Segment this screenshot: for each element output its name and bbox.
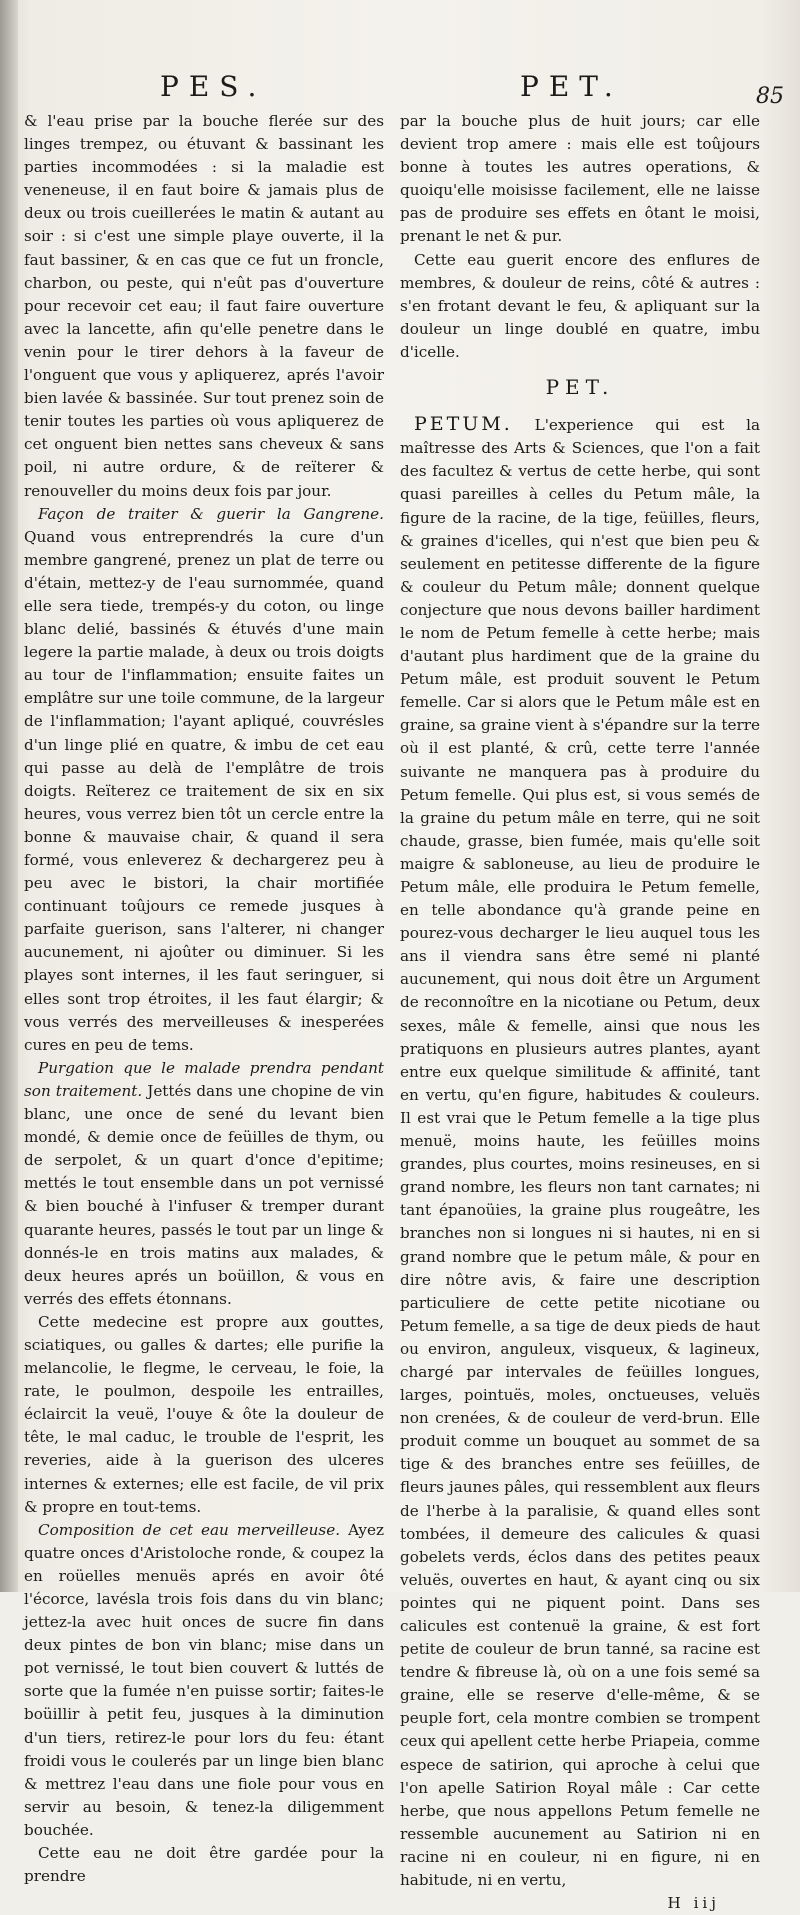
paragraph-petum [400,413,760,1892]
page-number: 85 [756,84,784,109]
paragraph-gangrene [24,503,384,1057]
paragraph-purgation [24,1057,384,1311]
section-heading-pet: PET. [545,375,615,400]
gangrene-title: Façon de traiter & guerir la Gangrene. [38,504,384,523]
paragraph-continued: par la bouche plus de huit jours; car elle devient trop amere : mais elle est toûjours bonne à toutes les autres operations, & quoiqu'elle moisisse facilement, elle ne laisse pas de produire ses effets en ôtant le moisi, prenant le net & pur. [400,112,760,246]
composition-text: Ayez quatre onces d'Aristoloche ronde, & coupez la en roüelles menuës aprés en avoir ôté l'écorce, lavésla trois fois dans du vin blanc; jettez-la avec huit onces de sucre fin dans deux pintes de bon vin blanc; mise dans un pot vernissé, le tout bien couvert & luttés de sorte que la fumée n'en puisse sortir; faites-le boüillir à petit feu, jusques à la diminution d'un tiers, retirez-le pour lors du feu: étant froidi vous le coulerés par un linge bien blanc & mettrez l'eau dans une fiole pour vous en servir au besoin, & tenez-la diligemment bouchée. [24,1520,384,1839]
signature-mark: H iij [667,1894,720,1913]
paragraph-medecine: Cette medecine est propre aux gouttes, sciatiques, ou galles & dartes; elle purifie la melancolie, le flegme, le cerveau, le foie, la rate, le poulmon, despoile les entrailles, éclaircit la veuë, l'ouye & ôte la douleur de tête, le mal caduc, le trouble de l'esprit, les reveries, aide à la guerison des ulceres internes & externes; elle est facile, de vil prix & propre en tout-tems. [24,1312,384,1516]
paragraph-last-line: Cette eau ne doit être gardée pour la prendre [24,1844,384,1886]
composition-title: Composition de cet eau merveilleuse. [38,1520,341,1539]
paragraph-enflures: Cette eau guerit encore des enflures de membres, & douleur de reins, côté & autres : s'en frotant devant le feu, & apliquant sur la douleur un linge doublé en quatre, imbu d'icelle. [400,250,760,361]
running-header-left: PES. [160,70,267,103]
purgation-title: Purgation que le malade prendra pendant son traitement. [24,1058,384,1100]
left-column [24,110,384,1888]
paragraph-composition [24,1519,384,1842]
petum-text: L'experience qui est la maîtresse des Arts & Sciences, que l'on a fait des facultez & vertus de cette herbe, qui sont quasi pareilles à celles du Petum mâle, la figure de la racine, de la tige, feüilles, fleurs, & graines d'icelles, qui n'est que bien peu & seulement en petitesse differente de la figure & couleur du Petum mâle; donnent quelque conjecture que nous devons bailler hardiment le nom de Petum femelle à cette herbe; mais d'autant plus hardiment que de la graine du Petum mâle, est produit souvent le Petum femelle. Car si alors que le Petum mâle est en graine, sa graine vient à s'épandre sur la terre où il est planté, & crû, cette terre l'année suivante ne manquera pas à produire du Petum femelle. Qui plus est, si vous semés de la graine du petum mâle en terre, qui ne soit chaude, grasse, bien fumée, mais qu'elle soit maigre & sabloneuse, au lieu de produire le Petum mâle, elle produira le Petum femelle, en telle abondance qu'à grande peine en pourez-vous decharger le lieu auquel tous les ans il viendra sans être semé ni planté aucunement, qui nous doit être un Argument de reconnoître en la nicotiane ou Petum, deux sexes, mâle & femelle, ainsi que nous les pratiquons en plusieurs autres plantes, ayant entre eux quelque similitude & affinité, tant en vertu, qu'en figure, habitudes & couleurs. Il est vrai que le Petum femelle a la tige plus menuë, moins haute, les feüilles moins grandes, plus courtes, moins resineuses, en si grand nombre, les fleurs non tant carnates; ni tant épanoüies, la graine plus rougeâtre, les branches non si longues ni si hautes, ni en si grand nombre que le petum mâle, & pour en dire nôtre avis, & faire une description particuliere de cette petite nicotiane ou Petum femelle, a sa tige de deux pieds de haut ou environ, anguleux, visqueux, & lagineux, chargé par intervales de feüilles longues, larges, pointuës, moles, onctueuses, veluës non crenées, & de couleur de verd-brun. Elle produit comme un bouquet au sommet de sa tige & des branches entre ses feüilles, de fleurs jaunes pâles, qui ressemblent aux fleurs de l'herbe à la paralisie, & quand elles sont tombées, il demeure des calicules & quasi gobelets verds, éclos dans des petites peaux veluës, ouvertes en haut, & ayant cinq ou six pointes qui ne piquent point. Dans ses calicules est contenuë la graine, & est fort petite de couleur de brun tanné, sa racine est tendre & fibreuse là, où on a une fois semé sa graine, elle se reserve d'elle-même, & se peuple fort, cela montre combien se trompent ceux qui apellent cette herbe Priapeia, comme espece de satirion, qui aproche à celui que l'on apelle Satirion Royal mâle : Car cette herbe, que nous appellons Petum femelle ne ressemble aucunement au Satirion ni en racine ni en couleur, ni en figure, ni en habitude, ni en vertu, [400,416,760,1890]
purgation-text: Jettés dans une chopine de vin blanc, une once de sené du levant bien mondé, & demie once de feüilles de thym, ou de serpolet, & un quart d'once d'epitime; mettés le tout ensemble dans un pot vernissé & bien bouché à l'infuser & tremper durant quarante heures, passés le tout par un linge & donnés-le en trois matins aux malades, & deux heures aprés un boüillon, & vous en verrés des effets étonnans. [24,1081,384,1308]
page-binding-shadow [0,0,18,1592]
paragraph-ointment-application: & l'eau prise par la bouche flerée sur des linges trempez, ou étuvant & bassinant les parties incommodées : si la maladie est veneneuse, il en faut boire & jamais plus de deux ou trois cueillerées le matin & autant au soir : si c'est une simple playe ouverte, il la faut bassiner, & en cas que ce fut un froncle, charbon, ou peste, qui n'eût pas d'ouverture pour recevoir cet eau; il faut faire ouverture avec la lancette, afin qu'elle penetre dans le venin pour le tirer dehors à la faveur de l'onguent que vous y apliquerez, aprés l'avoir bien lavée & bassinée. Sur tout prenez soin de tenir toutes les parties où vous apliquerez de cet onguent bien nettes sans cheveux & sans poil, ni autre ordure, & de reïterer & renouveller du moins deux fois par jour. [24,112,384,500]
gangrene-text: Quand vous entreprendrés la cure d'un membre gangrené, prenez un plat de terre ou d'étain, mettez-y de l'eau surnommée, quand elle sera tiede, trempés-y du coton, ou linge blanc delié, bassinés & étuvés d'une main legere la partie malade, à deux ou trois doigts au tour de l'inflammation; ensuite faites un emplâtre sur une toile commune, de la largeur de l'inflammation; l'ayant apliqué, couvrésles d'un linge plié en quatre, & imbu de cet eau qui passe au delà de l'emplâtre de trois doigts. Reïterez ce traitement de six en six heures, vous verrez bien tôt un cercle entre la bonne & mauvaise chair, & quand il sera formé, vous enleverez & dechargerez peu à peu avec le bistori, la chair mortifiée continuant toûjours ce remede jusques à parfaite guerison, sans l'alterer, ni changer aucunement, ni ajoûter ou diminuer. Si les playes sont internes, il les faut seringuer, si elles sont trop étroites, il les faut élargir; & vous verrés des merveilleuses & inesperées cures en peu de tems. [24,527,384,1054]
petum-lead-word: PETUM. [414,413,513,436]
running-header-right: PET. [520,70,623,103]
right-column [400,110,760,1915]
